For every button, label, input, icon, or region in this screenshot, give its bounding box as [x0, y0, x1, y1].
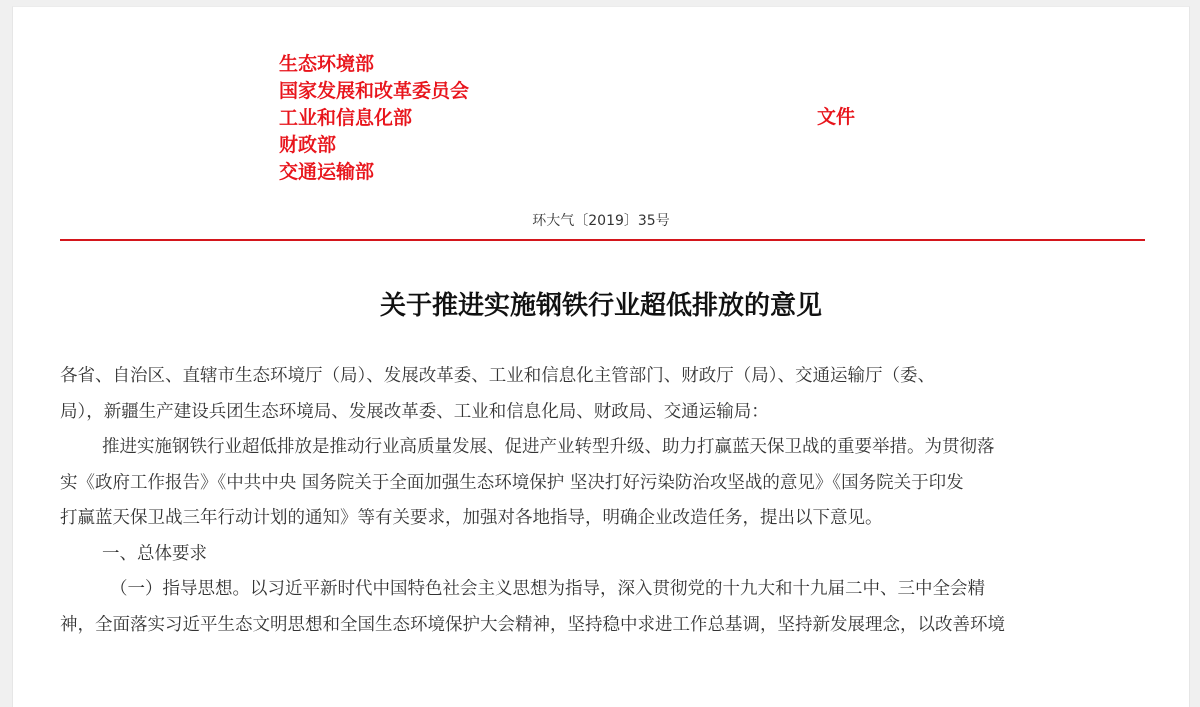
- red-header-rule: [60, 239, 1145, 241]
- document-type-label: 文件: [817, 106, 856, 128]
- issuing-departments: [279, 51, 469, 186]
- document-title: 关于推进实施钢铁行业超低排放的意见: [379, 291, 822, 321]
- issuer-transport: 交通运输部: [279, 161, 375, 183]
- addressee-line: 各省、自治区、直辖市生态环境厅（局）、发展改革委、工业和信息化主管部门、财政厅（局）、交通运输厅（委、: [60, 366, 935, 386]
- document-page: [12, 6, 1190, 707]
- issuer-finance: 财政部: [279, 134, 337, 156]
- document-body: [60, 359, 1150, 643]
- issuer-ndrc: 国家发展和改革委员会: [279, 80, 470, 102]
- issuer-miit: 工业和信息化部: [279, 107, 413, 129]
- cutoff-line: 神，全面落实习近平生态文明思想和全国生态环境保护大会精神，坚持稳中求进工作总基调，坚持新发展理念，以改善环境: [60, 614, 1005, 635]
- intro-paragraph-line: 实《政府工作报告》《中共中央 国务院关于全面加强生态环境保护 坚决打好污染防治攻坚战的意见》《国务院关于印发: [60, 472, 964, 493]
- issuer-ecology-environment: 生态环境部: [279, 53, 375, 75]
- document-number: 环大气〔2019〕35号: [532, 213, 670, 229]
- subsection-line: （一）指导思想。以习近平新时代中国特色社会主义思想为指导，深入贯彻党的十九大和十九届二中、三中全会精: [110, 579, 985, 599]
- intro-paragraph-line: 打赢蓝天保卫战三年行动计划的通知》等有关要求，加强对各地指导，明确企业改造任务，提出以下意见。: [60, 508, 883, 528]
- addressee-line: 局），新疆生产建设兵团生态环境局、发展改革委、工业和信息化局、财政局、交通运输局：: [60, 401, 769, 422]
- intro-paragraph-line: 推进实施钢铁行业超低排放是推动行业高质量发展、促进产业转型升级、助力打赢蓝天保卫战的重要举措。为贯彻落: [102, 437, 995, 457]
- section-heading: 一、总体要求: [102, 543, 207, 564]
